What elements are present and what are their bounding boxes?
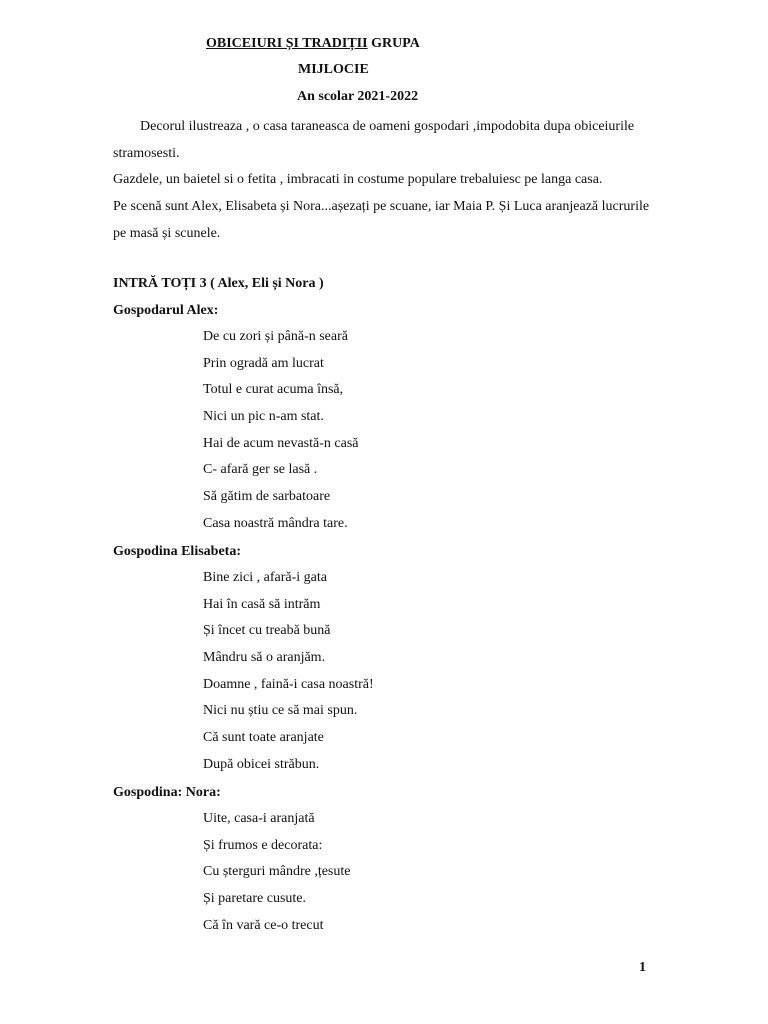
- verse-line: C- afară ger se lasă .: [203, 462, 318, 478]
- verse-line: Și încet cu treabă bună: [203, 623, 331, 639]
- verse-line: Cu șterguri mândre ,țesute: [203, 864, 351, 880]
- intro-text: [113, 114, 653, 248]
- verse-line: De cu zori și până-n seară: [203, 329, 348, 344]
- verse-line: Să gătim de sarbatoare: [203, 489, 331, 505]
- verse-line: Și frumos e decorata:: [203, 837, 323, 853]
- title-underlined: OBICEIURI ȘI TRADIȚII: [206, 36, 368, 51]
- verse-line: După obicei străbun.: [203, 756, 320, 772]
- verse-line: Doamne , faină-i casa noastră!: [203, 676, 374, 692]
- stage-direction: INTRĂ TOȚI 3 ( Alex, Eli și Nora ): [113, 276, 324, 291]
- page-number: 1: [639, 960, 646, 975]
- verse-line: Hai în casă să intrăm: [203, 596, 321, 612]
- speaker-heading: Gospodina: Nora:: [113, 785, 221, 800]
- verse-line: Nici un pic n-am stat.: [203, 409, 324, 425]
- verse-line: Că în vară ce-o trecut: [203, 917, 324, 933]
- verse-line: Și paretare cusute.: [203, 891, 307, 907]
- title-group: GRUPA: [367, 36, 420, 51]
- verse-block: [203, 806, 351, 939]
- title-line-3: An scolar 2021-2022: [297, 89, 419, 104]
- verse-line: Uite, casa-i aranjată: [203, 811, 315, 826]
- verse-line: Totul e curat acuma însă,: [203, 382, 344, 398]
- intro-paragraph: Pe scenă sunt Alex, Elisabeta și Nora...așezați pe scuane, iar Maia P. Și Luca aranjează lucrurile pe masă și scunele.: [113, 199, 650, 241]
- title-line-2: MIJLOCIE: [298, 62, 369, 77]
- verse-block: [203, 565, 374, 779]
- verse-line: Casa noastră mândra tare.: [203, 515, 348, 531]
- verse-line: Hai de acum nevastă-n casă: [203, 435, 359, 451]
- verse-line: Nici nu știu ce să mai spun.: [203, 703, 358, 719]
- speaker-heading: Gospodina Elisabeta:: [113, 544, 241, 559]
- speaker-heading: Gospodarul Alex:: [113, 303, 219, 318]
- intro-paragraph: Gazdele, un baietel si o fetita , imbracati in costume populare trebaluiesc pe langa casa.: [113, 172, 603, 188]
- verse-line: Bine zici , afară-i gata: [203, 570, 327, 585]
- verse-line: Prin ogradă am lucrat: [203, 355, 324, 371]
- verse-block: [203, 324, 358, 538]
- intro-paragraph: Decorul ilustreaza , o casa taraneasca de oameni gospodari ,impodobita dupa obiceiurile stramosesti.: [113, 119, 635, 161]
- title-line-1: [206, 36, 420, 52]
- verse-line: Că sunt toate aranjate: [203, 730, 324, 746]
- verse-line: Mândru să o aranjăm.: [203, 650, 326, 666]
